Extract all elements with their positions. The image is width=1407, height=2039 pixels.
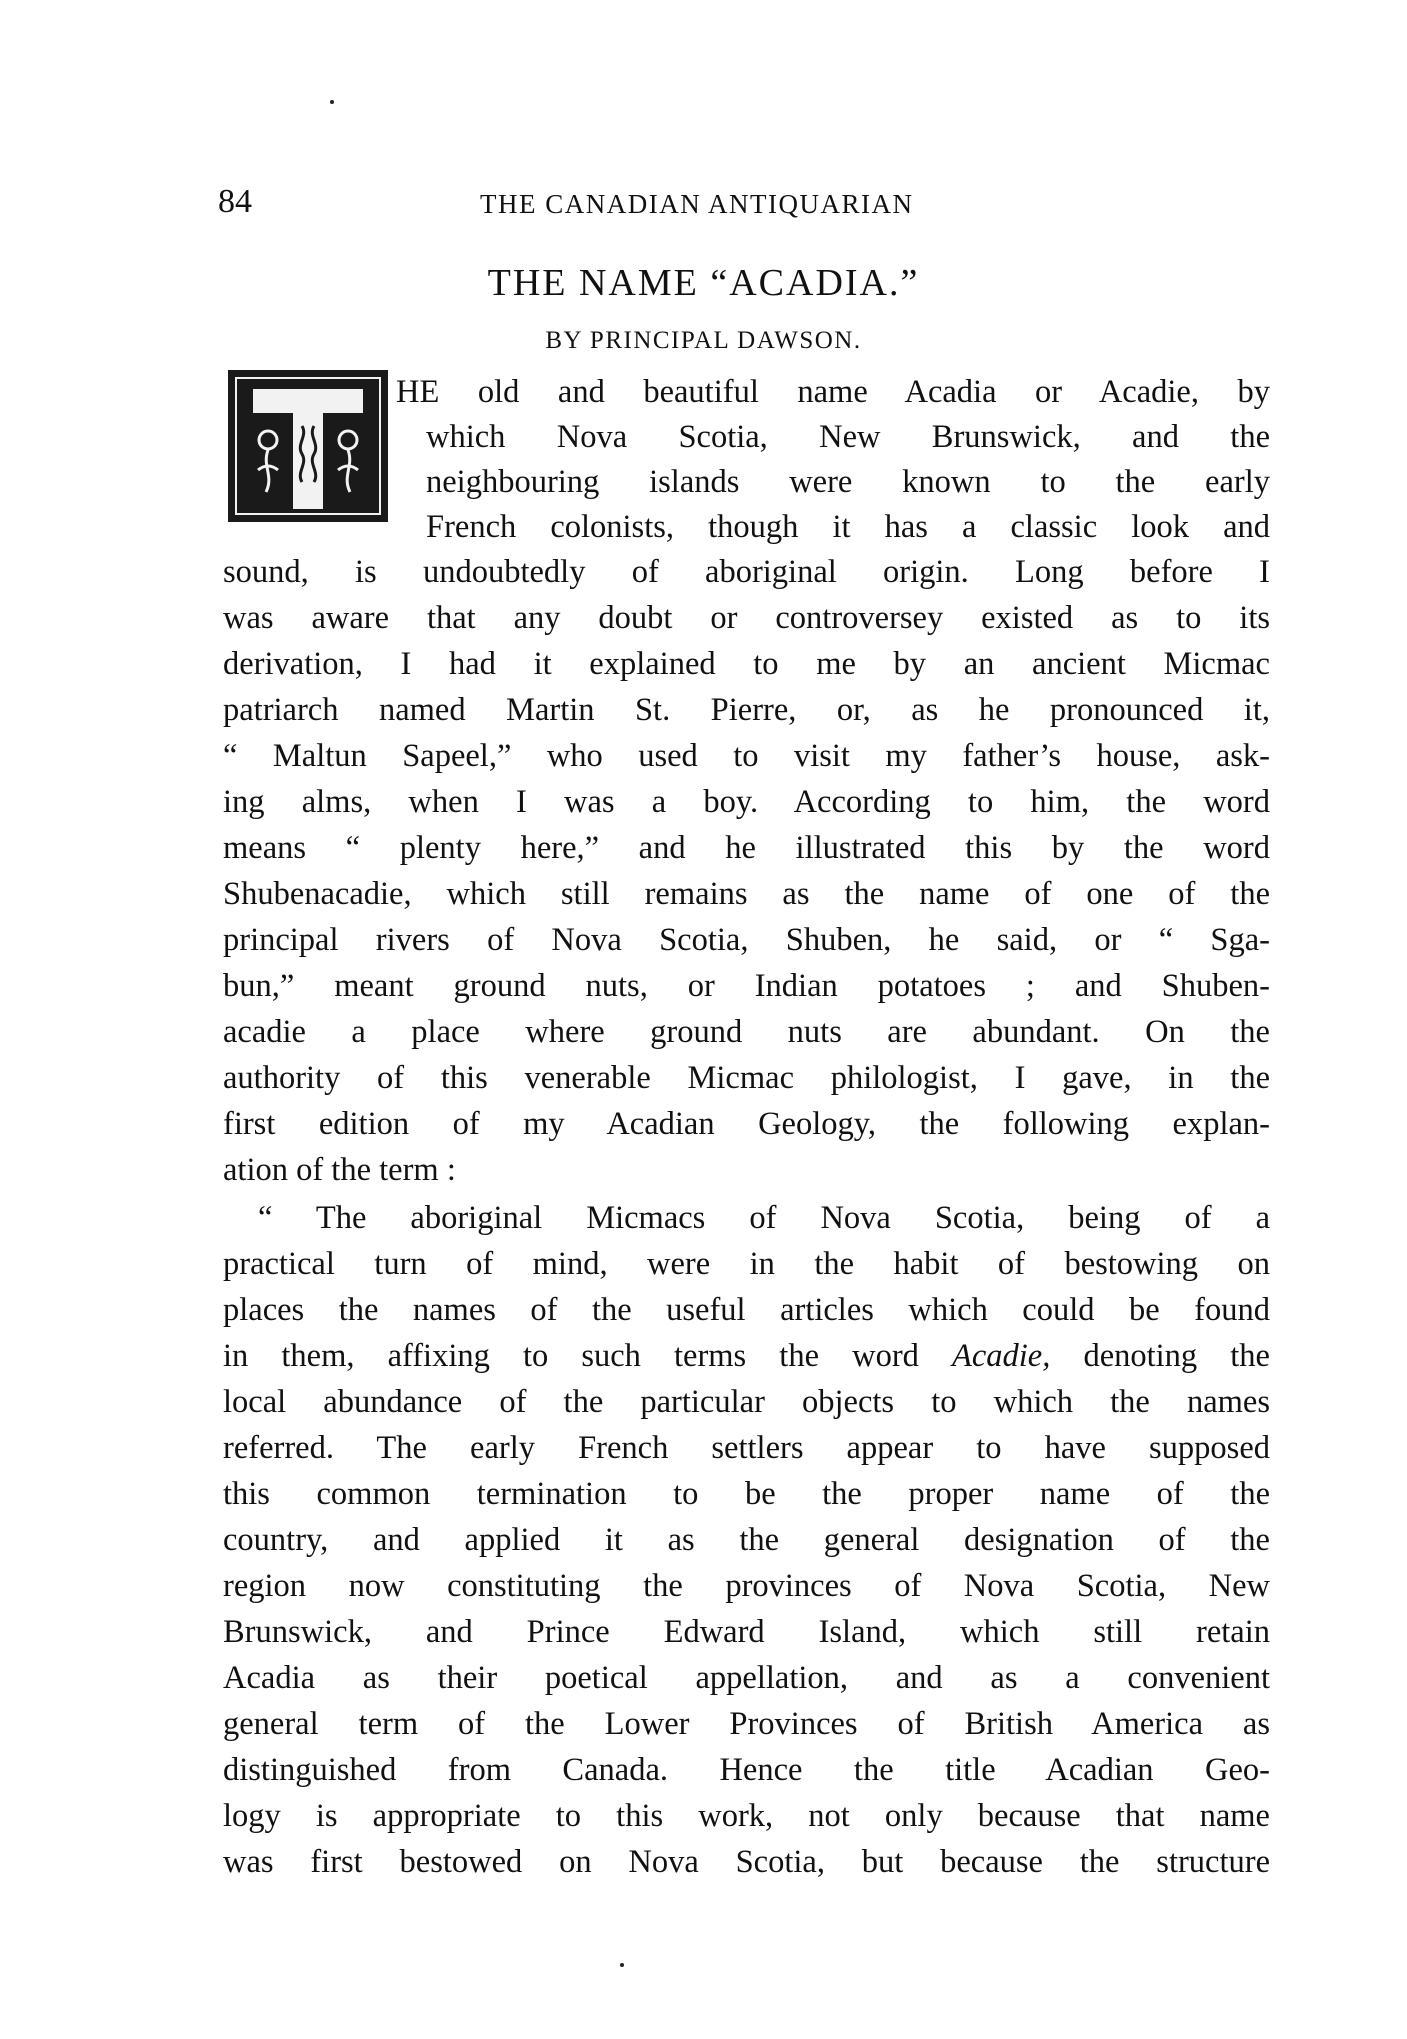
text-line: places the names of the useful articles which could be found: [223, 1292, 1270, 1328]
italic-word: Acadie,: [952, 1338, 1051, 1374]
text-line: ation of the term :: [223, 1152, 456, 1188]
text-line: acadie a place where ground nuts are abundant. On the: [223, 1014, 1270, 1050]
text-line: practical turn of mind, were in the habit of bestowing on: [223, 1246, 1270, 1282]
text-line: sound, is undoubtedly of aboriginal origin. Long before I: [223, 554, 1270, 590]
article-title: THE NAME “ACADIA.”: [487, 262, 920, 304]
text-line-with-italic: [223, 1334, 1270, 1378]
article-byline: BY PRINCIPAL DAWSON.: [545, 327, 862, 354]
text-line: Acadia as their poetical appellation, and as a convenient: [223, 1660, 1270, 1696]
text-line: this common termination to be the proper name of the: [223, 1476, 1270, 1512]
text-line: which Nova Scotia, New Brunswick, and the: [426, 419, 1270, 455]
text-line: country, and applied it as the general designation of the: [223, 1522, 1270, 1558]
text-line: was aware that any doubt or controversey existed as to its: [223, 600, 1270, 636]
text-line: general term of the Lower Provinces of British America as: [223, 1706, 1270, 1742]
ink-speck: [330, 100, 334, 104]
text-line: local abundance of the particular objects to which the names: [223, 1384, 1270, 1420]
page-number: 84: [218, 183, 252, 220]
text-line: distinguished from Canada. Hence the title Acadian Geo-: [223, 1752, 1270, 1788]
text-line: French colonists, though it has a classic look and: [426, 509, 1270, 545]
text-line: principal rivers of Nova Scotia, Shuben, he said, or “ Sga-: [223, 922, 1270, 958]
running-head: [218, 182, 1268, 226]
text-line: neighbouring islands were known to the early: [426, 464, 1270, 500]
text-line: “ The aboriginal Micmacs of Nova Scotia, being of a: [258, 1200, 1270, 1236]
text-line: region now constituting the provinces of Nova Scotia, New: [223, 1568, 1270, 1604]
text-line: first edition of my Acadian Geology, the following explan-: [223, 1106, 1270, 1142]
text-line: Shubenacadie, which still remains as the name of one of the: [223, 876, 1270, 912]
decorative-drop-cap: [228, 370, 388, 522]
text-line: patriarch named Martin St. Pierre, or, as he pronounced it,: [223, 692, 1270, 728]
text-segment: in them, affixing to such terms the word: [223, 1338, 919, 1374]
text-line: derivation, I had it explained to me by an ancient Micmac: [223, 646, 1270, 682]
text-line: ing alms, when I was a boy. According to him, the word: [223, 784, 1270, 820]
text-line: was first bestowed on Nova Scotia, but because the structure: [223, 1844, 1270, 1880]
journal-title: THE CANADIAN ANTIQUARIAN: [480, 189, 914, 219]
text-line: referred. The early French settlers appear to have supposed: [223, 1430, 1270, 1466]
text-line: bun,” meant ground nuts, or Indian potatoes ; and Shuben-: [223, 968, 1270, 1004]
text-line: means “ plenty here,” and he illustrated this by the word: [223, 830, 1270, 866]
text-line: authority of this venerable Micmac philologist, I gave, in the: [223, 1060, 1270, 1096]
text-line: HE old and beautiful name Acadia or Acadie, by: [396, 374, 1270, 410]
text-segment: denoting the: [1083, 1338, 1270, 1374]
text-line: logy is appropriate to this work, not only because that name: [223, 1798, 1270, 1834]
text-line: “ Maltun Sapeel,” who used to visit my father’s house, ask-: [223, 738, 1270, 774]
floral-ornament-icon: [228, 370, 388, 522]
ink-speck: [620, 1963, 624, 1967]
text-line: Brunswick, and Prince Edward Island, which still retain: [223, 1614, 1270, 1650]
